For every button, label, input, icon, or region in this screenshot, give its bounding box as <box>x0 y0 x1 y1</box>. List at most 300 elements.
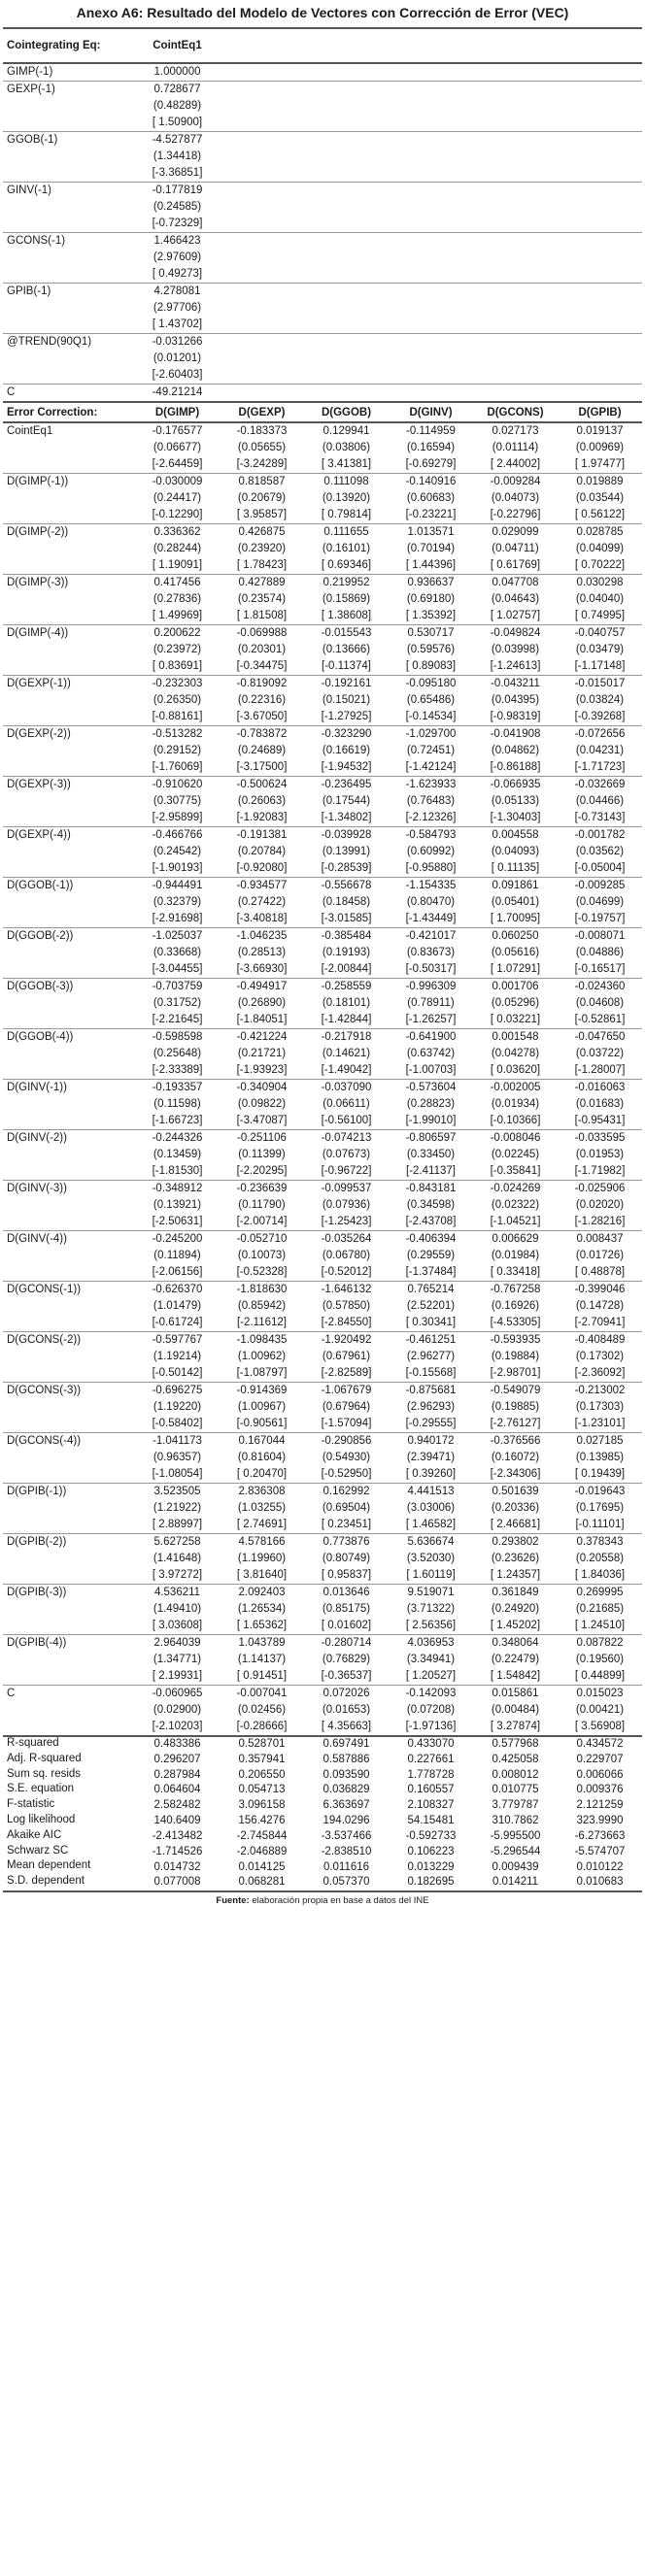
ec-value: [ 1.24357] <box>490 1569 541 1581</box>
ec-value: 0.060250 <box>473 928 558 946</box>
ec-value: -0.323290 <box>304 726 389 744</box>
ec-value: -1.154335 <box>389 878 473 895</box>
ec-value: (0.96357) <box>153 1452 202 1463</box>
ec-value: (0.13985) <box>575 1452 625 1463</box>
empty-cell <box>558 300 642 317</box>
ec-value: [-0.15568] <box>405 1367 457 1379</box>
ec-value: [ 0.83691] <box>152 660 203 672</box>
ec-value: 0.361849 <box>473 1585 558 1602</box>
ec-value: [ 0.11135] <box>491 862 540 874</box>
ec-value: (0.09822) <box>237 1098 287 1110</box>
empty-cell <box>473 63 558 82</box>
table-row <box>3 490 642 507</box>
ec-value: (0.60992) <box>406 846 456 857</box>
table-row <box>3 367 642 385</box>
empty-cell <box>304 149 389 165</box>
ec-value: 4.036953 <box>389 1635 473 1653</box>
empty-cell <box>220 250 304 266</box>
ec-value: -0.047650 <box>558 1029 642 1047</box>
table-row <box>3 165 642 183</box>
coint-var-label: GIMP(-1) <box>7 66 53 78</box>
ec-value: -0.060965 <box>135 1686 220 1703</box>
ec-value: 0.378343 <box>558 1534 642 1552</box>
ec-value: (3.52030) <box>406 1553 456 1564</box>
ec-var-label: D(GIMP(-2)) <box>3 524 135 542</box>
empty-cell <box>558 367 642 385</box>
stat-value: 0.006066 <box>576 1768 624 1781</box>
table-row <box>3 216 642 233</box>
empty-cell <box>3 1719 135 1736</box>
ec-value: [-3.01585] <box>321 913 372 924</box>
empty-cell <box>3 1668 135 1686</box>
stat-value: 0.009376 <box>576 1784 624 1796</box>
stat-value: -5.296544 <box>490 1845 541 1857</box>
ec-var-label: D(GCONS(-2)) <box>3 1332 135 1350</box>
stat-value: 0.483386 <box>135 1736 220 1753</box>
ec-value: 1.013571 <box>389 524 473 542</box>
table-row <box>3 1264 642 1282</box>
ec-value: (0.16072) <box>491 1452 540 1463</box>
empty-cell <box>220 132 304 150</box>
ec-value: -0.015017 <box>558 676 642 693</box>
ec-value: (0.04093) <box>491 846 540 857</box>
empty-cell <box>389 115 473 132</box>
empty-cell <box>473 199 558 216</box>
ec-value: -0.052710 <box>220 1231 304 1249</box>
ec-value: (0.10073) <box>237 1250 287 1261</box>
ec-value: (0.24417) <box>153 492 202 504</box>
empty-cell <box>3 165 135 183</box>
ec-value: (1.00967) <box>237 1401 287 1413</box>
ec-value: (2.52201) <box>406 1300 456 1312</box>
empty-cell <box>304 317 389 334</box>
empty-cell <box>3 1163 135 1181</box>
ec-value: [-2.95899] <box>152 812 203 823</box>
coint-var-label: GINV(-1) <box>3 183 135 200</box>
ec-value: [-1.04521] <box>490 1216 541 1227</box>
ec-value: -0.843181 <box>389 1181 473 1198</box>
ec-var-label: D(GEXP(-4)) <box>3 827 135 845</box>
ec-value: -0.032669 <box>558 777 642 794</box>
empty-cell <box>473 266 558 284</box>
stat-value: 0.008012 <box>492 1768 539 1781</box>
empty-cell <box>558 317 642 334</box>
empty-cell <box>3 1500 135 1517</box>
table-row <box>3 642 642 658</box>
ec-value: [-0.12290] <box>152 509 203 520</box>
ec-value: [-0.52950] <box>321 1468 372 1480</box>
ec-value: -0.348912 <box>135 1181 220 1198</box>
ec-value: (0.65486) <box>406 694 456 706</box>
ec-var-label: D(GEXP(-2)) <box>3 726 135 744</box>
coint-value: 1.000000 <box>153 66 201 78</box>
ec-value: -0.421224 <box>220 1029 304 1047</box>
ec-value: -0.072656 <box>558 726 642 744</box>
ec-value: -0.556678 <box>304 878 389 895</box>
empty-cell <box>304 165 389 183</box>
ec-var-label: D(GPIB(-3)) <box>3 1585 135 1602</box>
ec-value: [ 0.33418] <box>490 1266 541 1278</box>
table-row <box>3 1551 642 1567</box>
ec-value: [ 1.24510] <box>574 1620 626 1631</box>
empty-cell <box>220 115 304 132</box>
empty-cell <box>389 149 473 165</box>
empty-cell <box>3 1652 135 1668</box>
stat-value: 0.068281 <box>220 1875 304 1891</box>
stat-value: 0.296207 <box>153 1753 201 1765</box>
table-row <box>3 844 642 860</box>
ec-value: [-1.90193] <box>152 862 203 874</box>
ec-value: -1.646132 <box>304 1282 389 1299</box>
empty-cell <box>3 1349 135 1365</box>
table-row <box>3 1686 642 1703</box>
empty-cell <box>389 98 473 115</box>
table-row <box>3 1096 642 1113</box>
ec-value: 0.530717 <box>389 625 473 643</box>
empty-cell <box>3 507 135 524</box>
ec-value: (0.24920) <box>491 1603 540 1615</box>
table-row <box>3 945 642 961</box>
ec-value: [-1.99010] <box>405 1115 457 1126</box>
ec-value: -0.024360 <box>558 979 642 996</box>
ec-value: [-2.76127] <box>490 1418 541 1429</box>
empty-cell <box>304 351 389 367</box>
empty-cell <box>558 199 642 216</box>
empty-cell <box>473 351 558 367</box>
ec-value: 9.519071 <box>389 1585 473 1602</box>
ec-column-header: D(GIMP) <box>135 402 220 422</box>
ec-value: -0.376566 <box>473 1433 558 1451</box>
ec-value: -0.074213 <box>304 1130 389 1148</box>
ec-value: (1.41648) <box>153 1553 202 1564</box>
ec-value: [ 1.60119] <box>406 1569 456 1581</box>
ec-value: [-2.64459] <box>152 458 203 470</box>
table-row <box>3 810 642 827</box>
ec-value: (0.80470) <box>406 896 456 908</box>
ec-value: (0.32379) <box>153 896 202 908</box>
stat-label: Log likelihood <box>7 1813 76 1825</box>
ec-value: [ 2.56356] <box>405 1620 457 1631</box>
ec-value: -1.623933 <box>389 777 473 794</box>
table-row <box>3 541 642 557</box>
ec-value: -0.819092 <box>220 676 304 693</box>
stat-label: F-statistic <box>7 1798 55 1811</box>
ec-value: -0.340904 <box>220 1080 304 1097</box>
stat-value: -2.745844 <box>236 1829 288 1842</box>
ec-value: (0.21721) <box>237 1048 287 1059</box>
ec-value: [-3.24289] <box>236 458 288 470</box>
ec-value: (0.18458) <box>322 896 371 908</box>
ec-value: [ 1.20527] <box>405 1670 457 1682</box>
table-row <box>3 1298 642 1315</box>
ec-value: (0.13459) <box>153 1149 202 1160</box>
ec-value: [ 1.49969] <box>152 610 203 621</box>
ec-value: [-0.56100] <box>321 1115 372 1126</box>
ec-value: (0.05296) <box>491 997 540 1009</box>
ec-value: [-1.28216] <box>574 1216 626 1227</box>
ec-value: (0.13921) <box>153 1199 202 1211</box>
empty-cell <box>473 115 558 132</box>
ec-var-label: CointEq1 <box>7 425 53 437</box>
ec-value: -0.069988 <box>220 625 304 643</box>
ec-value: [ 0.89083] <box>405 660 457 672</box>
ec-value: -0.280714 <box>304 1635 389 1653</box>
empty-cell <box>558 115 642 132</box>
table-row <box>3 1214 642 1231</box>
empty-cell <box>304 233 389 251</box>
empty-cell <box>473 284 558 301</box>
ec-value: [-2.00844] <box>321 963 372 975</box>
ec-value: [-2.20295] <box>236 1165 288 1177</box>
ec-value: [ 0.61769] <box>490 559 541 571</box>
ec-value: (0.06780) <box>322 1250 371 1261</box>
table-row <box>3 878 642 895</box>
ec-value: [-2.21645] <box>152 1014 203 1025</box>
table-row <box>3 1534 642 1552</box>
table-row <box>3 1365 642 1383</box>
ec-value: -1.098435 <box>220 1332 304 1350</box>
ec-value: (0.04395) <box>491 694 540 706</box>
ec-value: -0.095180 <box>389 676 473 693</box>
coint-value: (0.01201) <box>153 352 202 364</box>
empty-cell <box>3 1248 135 1264</box>
table-row <box>3 1702 642 1719</box>
empty-cell <box>558 284 642 301</box>
ec-value: -0.016063 <box>558 1080 642 1097</box>
table-row <box>3 692 642 709</box>
ec-value: [-0.22796] <box>490 509 541 520</box>
stat-value: 2.582482 <box>153 1799 201 1812</box>
ec-value: -0.114959 <box>406 425 456 437</box>
ec-value: [-0.34475] <box>236 660 288 672</box>
ec-value: [-0.36537] <box>321 1670 372 1682</box>
stat-value: -1.714526 <box>152 1845 203 1857</box>
ec-value: (0.01683) <box>575 1098 625 1110</box>
ec-value: [-2.91698] <box>152 913 203 924</box>
empty-cell <box>3 1601 135 1618</box>
stat-value: -6.273663 <box>574 1829 626 1842</box>
table-row <box>3 625 642 643</box>
stat-value: -3.537466 <box>321 1829 372 1842</box>
table-row <box>3 98 642 115</box>
ec-value: -0.176577 <box>152 425 203 437</box>
ec-value: (0.26890) <box>237 997 287 1009</box>
ec-value: (0.03544) <box>575 492 625 504</box>
ec-value: (0.03806) <box>322 442 371 453</box>
ec-value: -0.573604 <box>389 1080 473 1097</box>
ec-value: [ 0.03221] <box>490 1014 541 1025</box>
table-row <box>3 183 642 200</box>
stat-value: 3.096158 <box>238 1799 286 1812</box>
ec-value: [-1.00703] <box>405 1064 457 1076</box>
ec-value: 0.348064 <box>473 1635 558 1653</box>
ec-value: -1.029700 <box>389 726 473 744</box>
ec-value: (0.59576) <box>406 644 456 655</box>
empty-cell <box>3 709 135 726</box>
ec-value: -0.232303 <box>135 676 220 693</box>
ec-value: [-0.92080] <box>236 862 288 874</box>
ec-value: -0.015543 <box>304 625 389 643</box>
ec-value: [ 1.38608] <box>321 610 372 621</box>
ec-value: (0.81604) <box>237 1452 287 1463</box>
stat-value: 0.434572 <box>558 1736 642 1753</box>
stat-value: 323.9990 <box>576 1814 624 1826</box>
ec-value: (2.96293) <box>406 1401 456 1413</box>
ec-value: (0.11790) <box>238 1199 286 1211</box>
empty-cell <box>473 300 558 317</box>
empty-cell <box>3 894 135 911</box>
ec-value: [-2.00714] <box>236 1216 288 1227</box>
coint-value: [ 1.43702] <box>152 318 203 330</box>
table-row <box>3 575 642 592</box>
ec-value: (0.11894) <box>153 1250 201 1261</box>
table-row <box>3 440 642 456</box>
ec-value: [-1.81530] <box>152 1165 203 1177</box>
ec-value: 0.015023 <box>558 1686 642 1703</box>
ec-value: -0.696275 <box>135 1383 220 1400</box>
ec-value: (0.03562) <box>575 846 625 857</box>
ec-value: (0.01953) <box>575 1149 625 1160</box>
ec-value: (0.28823) <box>406 1098 456 1110</box>
ec-value: [-1.26257] <box>405 1014 457 1025</box>
ec-value: [-1.92083] <box>236 812 288 823</box>
ec-value: (0.60683) <box>406 492 456 504</box>
table-row <box>3 1753 642 1768</box>
ec-value: -0.421017 <box>389 928 473 946</box>
ec-value: 0.027185 <box>558 1433 642 1451</box>
ec-value: -0.213002 <box>558 1383 642 1400</box>
table-row <box>3 911 642 928</box>
ec-value: (0.01726) <box>575 1250 625 1261</box>
ec-value: 0.028785 <box>558 524 642 542</box>
ec-value: (0.06677) <box>153 442 202 453</box>
ec-value: [-2.82589] <box>321 1367 372 1379</box>
stat-value: 0.011616 <box>322 1861 370 1874</box>
ec-value: [ 1.97477] <box>574 458 626 470</box>
stat-value: 0.227661 <box>407 1753 455 1765</box>
coint-value: [-0.72329] <box>152 217 203 229</box>
ec-value: 0.087822 <box>558 1635 642 1653</box>
table-row <box>3 300 642 317</box>
ec-value: [ 0.95837] <box>321 1569 372 1581</box>
ec-value: -1.046235 <box>220 928 304 946</box>
stat-value: 0.357941 <box>238 1753 286 1765</box>
ec-value: -0.066935 <box>473 777 558 794</box>
ec-value: 0.027173 <box>492 425 539 437</box>
ec-value: (0.83673) <box>406 947 456 958</box>
empty-cell <box>3 945 135 961</box>
stat-value: 140.6409 <box>153 1814 201 1826</box>
ec-value: [ 0.74995] <box>574 610 626 621</box>
ec-value: 0.008437 <box>558 1231 642 1249</box>
table-row <box>3 317 642 334</box>
table-row <box>3 1062 642 1080</box>
ec-value: -0.593935 <box>473 1332 558 1350</box>
ec-var-label: C <box>3 1686 135 1703</box>
ec-value: [-0.11374] <box>322 660 371 672</box>
ec-value: -0.009284 <box>473 474 558 491</box>
ec-value: [-0.96722] <box>321 1165 372 1177</box>
ec-value: [-1.57094] <box>321 1418 372 1429</box>
stat-label: Adj. R-squared <box>7 1752 82 1764</box>
source-label: Fuente: <box>216 1894 250 1906</box>
empty-cell <box>3 743 135 759</box>
ec-value: -0.406394 <box>389 1231 473 1249</box>
empty-cell <box>473 183 558 200</box>
empty-cell <box>389 284 473 301</box>
ec-value: [-3.67050] <box>236 711 288 722</box>
table-row <box>3 385 642 403</box>
ec-value: (0.22316) <box>237 694 287 706</box>
empty-cell <box>220 183 304 200</box>
empty-cell <box>389 300 473 317</box>
ec-value: (0.01984) <box>491 1250 540 1261</box>
ec-value: [-1.76069] <box>152 761 203 773</box>
ec-value: (0.16101) <box>322 543 371 554</box>
stat-value: 0.577968 <box>473 1736 558 1753</box>
empty-cell <box>389 317 473 334</box>
empty-cell <box>558 250 642 266</box>
table-row <box>3 743 642 759</box>
ec-value: (0.29559) <box>406 1250 456 1261</box>
ec-value: (0.20784) <box>237 846 287 857</box>
ec-value: -0.626370 <box>135 1282 220 1299</box>
empty-cell <box>3 216 135 233</box>
ec-value: -0.033595 <box>558 1130 642 1148</box>
ec-value: 2.836308 <box>220 1484 304 1501</box>
empty-cell <box>558 385 642 403</box>
ec-value: [ 0.48878] <box>574 1266 626 1278</box>
empty-cell <box>3 1466 135 1484</box>
ec-value: [-4.53305] <box>490 1317 541 1328</box>
ec-value: (0.20679) <box>237 492 287 504</box>
ec-value: [-2.11612] <box>237 1317 287 1328</box>
coint-value: (2.97706) <box>153 302 202 314</box>
empty-cell <box>3 1298 135 1315</box>
ec-value: [ 0.56122] <box>574 509 626 520</box>
table-row <box>3 1197 642 1214</box>
stat-value: 0.229707 <box>576 1753 624 1765</box>
ec-value: (1.26534) <box>237 1603 287 1615</box>
ec-value: -0.767258 <box>473 1282 558 1299</box>
coint-value: (0.48289) <box>153 100 202 112</box>
ec-var-label: D(GIMP(-4)) <box>3 625 135 643</box>
table-row <box>3 402 642 422</box>
ec-value: -0.002005 <box>473 1080 558 1097</box>
ec-value: [-1.71723] <box>574 761 626 773</box>
table-row <box>3 28 642 63</box>
ec-value: [-1.24613] <box>490 660 541 672</box>
empty-cell <box>3 860 135 878</box>
ec-value: (0.02900) <box>153 1704 202 1716</box>
stat-value: 0.425058 <box>492 1753 539 1765</box>
stat-value: 0.077008 <box>135 1875 220 1891</box>
table-row <box>3 793 642 810</box>
empty-cell <box>3 1062 135 1080</box>
empty-cell <box>220 98 304 115</box>
ec-value: -0.183373 <box>236 425 288 437</box>
stat-value: 0.014211 <box>473 1875 558 1891</box>
ec-value: (0.69180) <box>406 593 456 605</box>
ec-value: (0.07673) <box>322 1149 371 1160</box>
table-row <box>3 1719 642 1736</box>
ec-value: [ 3.41381] <box>321 458 372 470</box>
table-title: Anexo A6: Resultado del Modelo de Vectores con Corrección de Error (VEC) <box>76 5 569 20</box>
ec-value: (0.04466) <box>575 795 625 807</box>
ec-value: -0.236495 <box>304 777 389 794</box>
ec-value: (0.78911) <box>407 997 455 1009</box>
ec-value: [ 3.03608] <box>152 1620 203 1631</box>
